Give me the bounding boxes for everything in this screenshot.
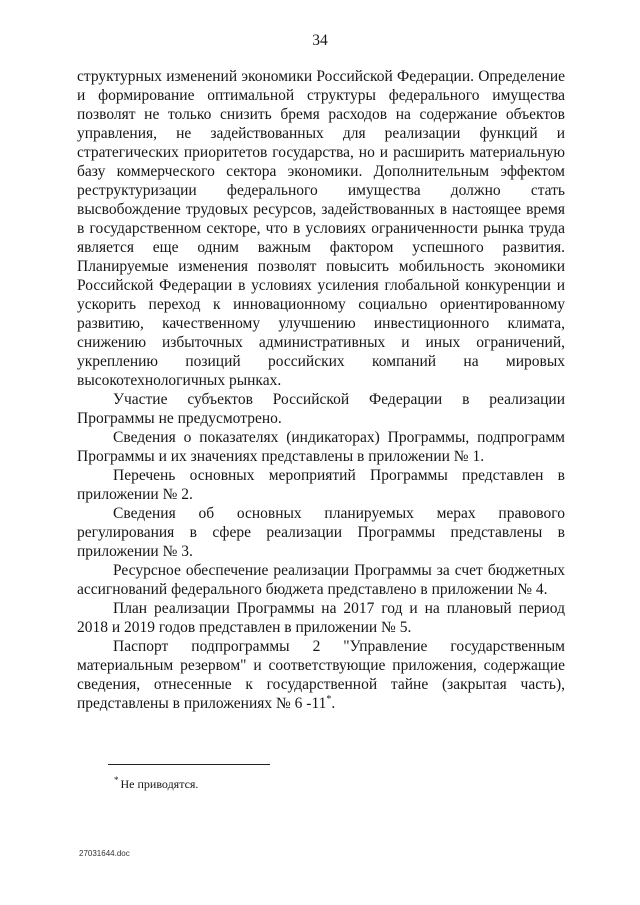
footnote (114, 772, 198, 792)
passport-text: Паспорт подпрограммы 2 "Управление государственным материальным резервом" и соответствующие приложения, содержащие сведения, отнесенные к государственной тайне (закрытая часть), представлены в приложениях № 6 -11 (77, 638, 565, 712)
footnote-marker: * (114, 775, 119, 785)
paragraph-subjects-participation: Участие субъектов Российской Федерации в реализации Программы не предусмотрено. (77, 391, 565, 427)
paragraph-continuation: структурных изменений экономики Российской Федерации. Определение и формирование оптимальной структуры федерального имущества позволят не только снизить бремя расходов на содержание объектов управления, не задействованных для реализации функций и стратегических приоритетов государства, но и расширить материальную базу коммерческого сектора экономики. Дополнительным эффектом реструктуризации федерального имущества должно стать высвобождение трудовых ресурсов, задействованных в настоящее время в государственном секторе, что в условиях ограниченности рынка труда является еще одним важным фактором успешного развития. Планируемые изменения позволят повысить мобильность экономики Российской Федерации в условиях усиления глобальной конкуренции и ускорить переход к инновационному социально ориентированному развитию, качественному улучшению инвестиционного климата, снижению избыточных административных и иных ограничений, укреплению позиций российских компаний на мировых высокотехнологичных рынках. (77, 68, 565, 389)
footnote-reference: * (326, 694, 332, 705)
document-code: 27031644.doc (79, 849, 130, 858)
paragraph-activities-list: Перечень основных мероприятий Программы представлен в приложении № 2. (77, 467, 565, 503)
paragraph-legal-regulation: Сведения об основных планируемых мерах правового регулирования в сфере реализации Программы представлены в приложении № 3. (77, 505, 565, 560)
paragraph-subprogram-passport: Паспорт подпрограммы 2 "Управление государственным материальным резервом" и соответствующие приложения, содержащие сведения, отнесенные к государственной тайне (закрытая часть), представлены в приложениях № 6 -11*. (77, 638, 565, 712)
paragraph-indicators: Сведения о показателях (индикаторах) Программы, подпрограмм Программы и их значениях представлены в приложении № 1. (77, 429, 565, 465)
page-number: 34 (312, 32, 328, 49)
footnote-text: Не приводятся. (120, 777, 199, 791)
footnote-separator (108, 764, 270, 765)
body-text (77, 67, 565, 713)
paragraph-implementation-plan: План реализации Программы на 2017 год и на плановый период 2018 и 2019 годов представлен в приложении № 5. (77, 600, 565, 636)
paragraph-resource-support: Ресурсное обеспечение реализации Программы за счет бюджетных ассигнований федерального бюджета представлено в приложении № 4. (77, 562, 565, 598)
